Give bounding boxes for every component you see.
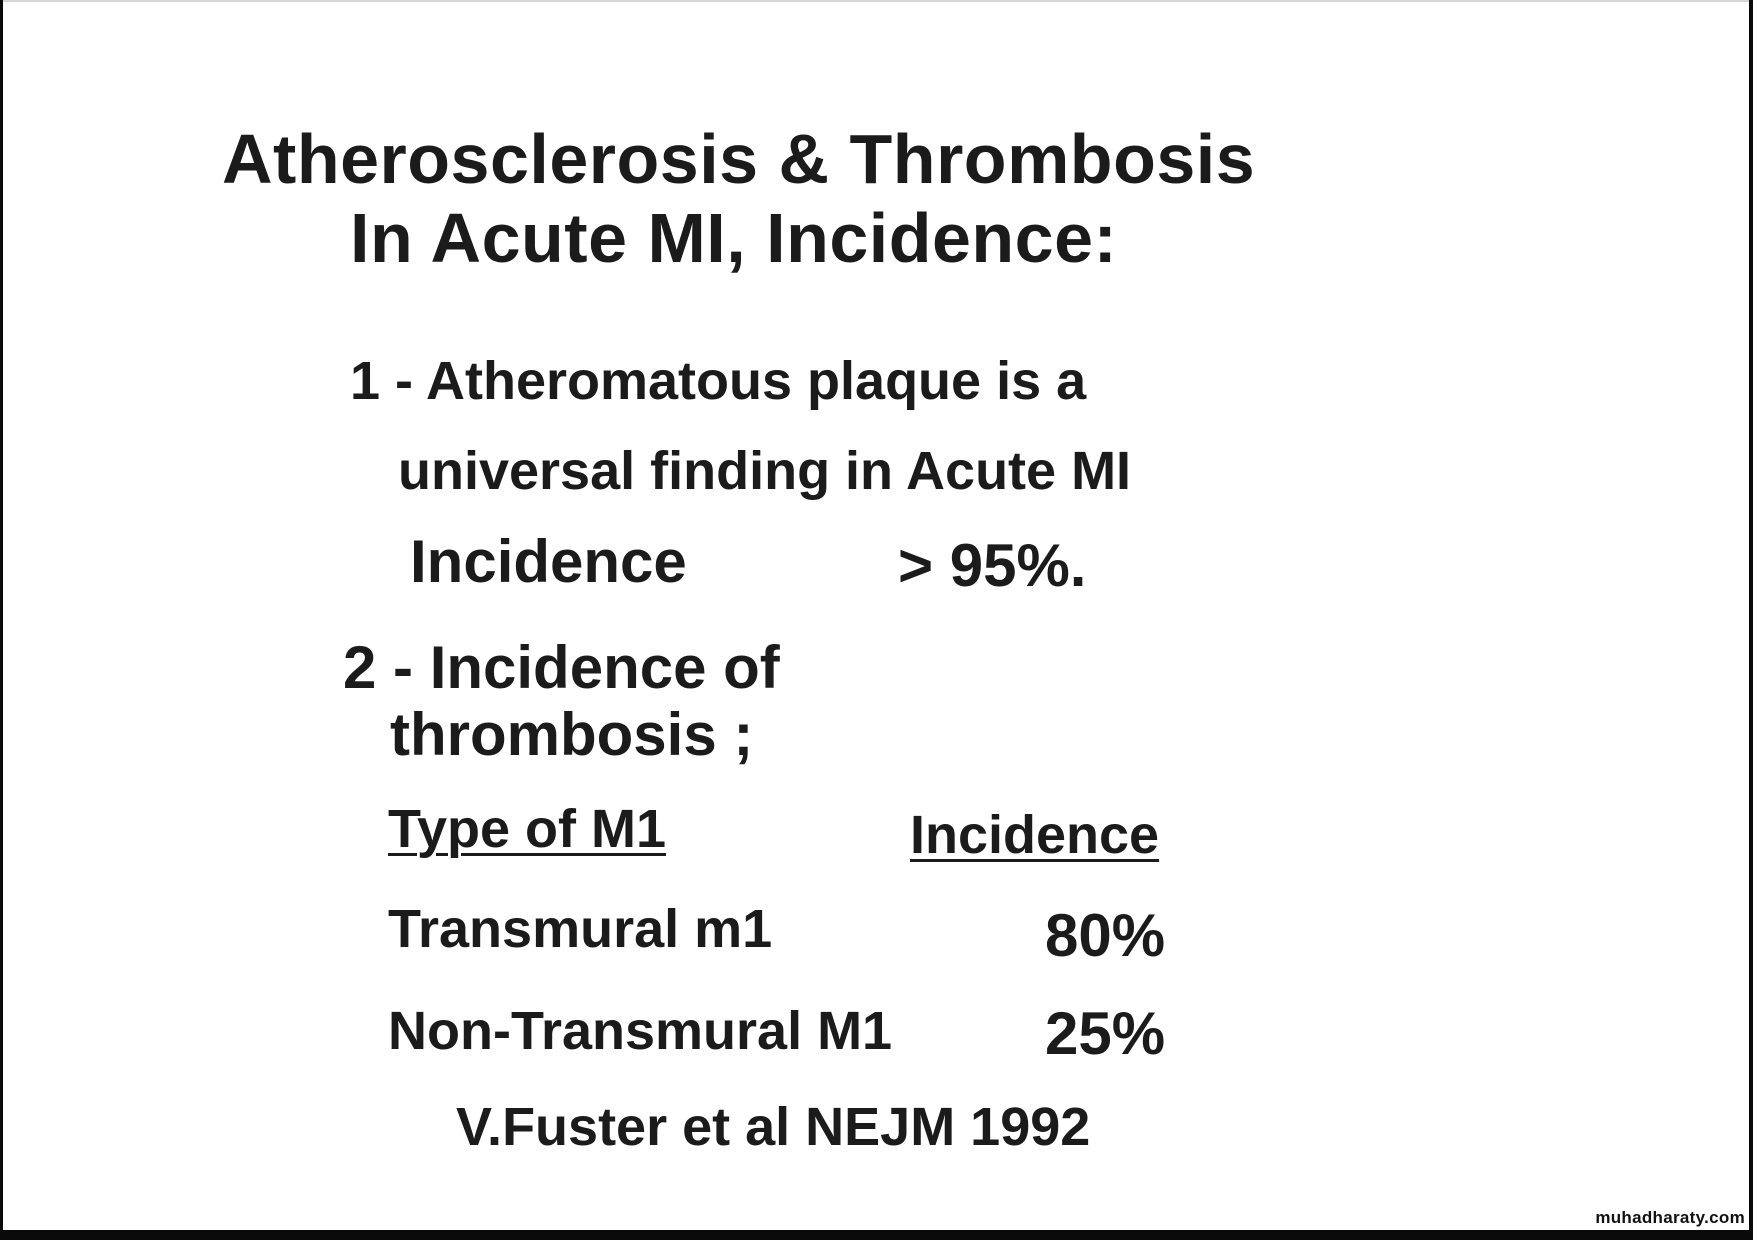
title-line-1: Atherosclerosis & Thrombosis	[222, 120, 1256, 198]
table-header-incidence: Incidence	[910, 805, 1160, 865]
scan-right-edge	[1749, 0, 1753, 1240]
point-2-line-2: thrombosis ;	[390, 701, 754, 768]
scan-bottom-edge	[0, 1230, 1753, 1240]
scan-left-edge	[0, 0, 3, 1240]
point-2-line-1: 2 - Incidence of	[343, 634, 780, 701]
point-1-line-2: universal finding in Acute MI	[398, 441, 1132, 501]
point-1-incidence-value: > 95%.	[898, 532, 1087, 599]
citation: V.Fuster et al NEJM 1992	[456, 1097, 1091, 1157]
table-row-1-type: Transmural m1	[388, 899, 773, 959]
table-row-2-incidence: 25%	[1045, 1000, 1166, 1067]
title-line-2: In Acute MI, Incidence:	[350, 199, 1118, 277]
table-row-1-incidence: 80%	[1045, 902, 1166, 969]
watermark-text: muhadharaty.com	[1595, 1208, 1745, 1227]
point-1-incidence-label: Incidence	[410, 528, 687, 595]
point-1-line-1: 1 - Atheromatous plaque is a	[350, 351, 1087, 411]
table-header-type: Type of M1	[388, 799, 667, 859]
table-row-2-type: Non-Transmural M1	[388, 1001, 893, 1061]
scan-top-edge	[0, 0, 1753, 2]
